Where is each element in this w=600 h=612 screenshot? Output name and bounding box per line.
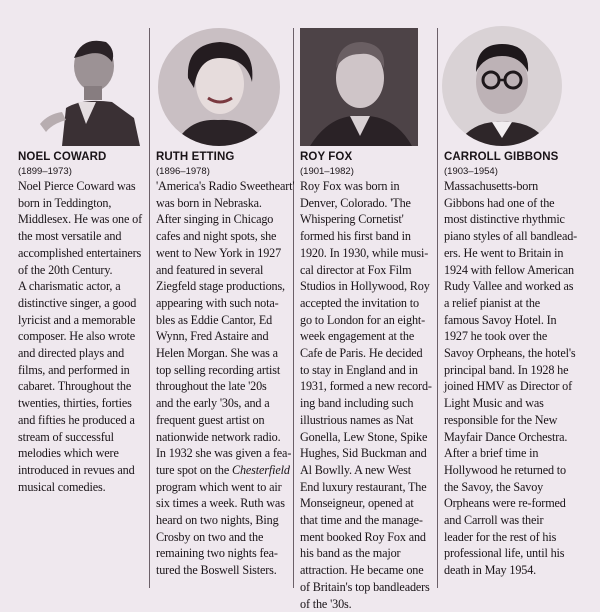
profile-carroll-gibbons (440, 0, 590, 601)
profile-bio: Massachusetts-born Gibbons had one of the most distinctive rhythmic piano styles of all bandlead- ers. He went to Britain in 1924 with fellow American Rudy Vallee and worked as a relief pianist at the famous Savoy Hotel. In 1927 he took over the Savoy Orpheans, the hotel's principal band. In 1928 he joined HMV as Director of Light Music and was responsible for the New Mayfair Dance Orchestra. After a brief time in Hollywood he returned to the Savoy, the Savoy Orpheans were re-formed and Carroll was their leader for the rest of his professional life, until his death in May 1954. (444, 179, 578, 578)
carroll-gibbons-portrait (442, 26, 562, 146)
profile-bio: Roy Fox was born in Denver, Colorado. 'The Whispering Cornetist' formed his first band in 1920. In 1930, while musi- cal director at Fox Film Studios in Hollywood, Roy accepted the invitation to go to London for an eight- week engagement at the Cafe de Paris. He decided to stay in England and in 1931, formed a new record- ing band including such illustrious names as Nat Gonella, Lew Stone, Spike Hughes, Sid Buckman and Al Bowlly. A new West End luxury restaurant, The Monseigneur, opened at that time and the manage- ment booked Roy Fox and his band as the major attraction. He became one of Britain's top bandleaders of the '30s. (300, 179, 432, 611)
profile-dates: (1903–1954) (444, 166, 498, 177)
profile-dates: (1899–1973) (18, 166, 72, 177)
bio-text: program which went to air six times a week. Ruth was heard on two nights, Bing Crosby on two and the remaining two nights fea- tured the Boswell Sisters. (156, 479, 285, 578)
profile-name: CARROLL GIBBONS (444, 151, 559, 163)
bio-text: 'America's Radio Sweetheart' was born in Nebraska. After singing in Chicago cafes and night spots, she went to New York in 1927 and featured in several Ziegfeld stage productions, appearing with such nota- bles as Eddie Cantor, Ed Wynn, Fred Astaire and Helen Morgan. She was a top selling recording artist throughout the late '20s and the early '30s, and a frequent guest artist on nationwide network radio. In 1932 she was given a fea- ture spot on the (156, 179, 295, 477)
profile-name: NOEL COWARD (18, 151, 107, 163)
program-title: Chesterfield (231, 462, 290, 477)
roy-fox-portrait (300, 28, 418, 146)
profile-ruth-etting (152, 0, 295, 601)
profile-bio (156, 178, 296, 579)
profile-roy-fox (296, 0, 432, 611)
noel-coward-portrait (22, 28, 140, 146)
profile-noel-coward (14, 0, 146, 601)
profile-dates: (1901–1982) (300, 166, 354, 177)
profile-name: ROY FOX (300, 151, 353, 163)
profile-bio: Noel Pierce Coward was born in Teddington, Middlesex. He was one of the most versatile and accomplished entertainers of the 20th Century. A charismatic actor, a distinctive singer, a good lyricist and a memorable composer. He also wrote and directed plays and films, and performed in cabaret. Throughout the twenties, thirties, forties and fifties he produced a stream of successful melodies which were introduced in revues and musical comedies. (18, 179, 142, 494)
profile-dates: (1896–1978) (156, 166, 210, 177)
profile-name: RUTH ETTING (156, 151, 235, 163)
ruth-etting-portrait (158, 28, 280, 146)
